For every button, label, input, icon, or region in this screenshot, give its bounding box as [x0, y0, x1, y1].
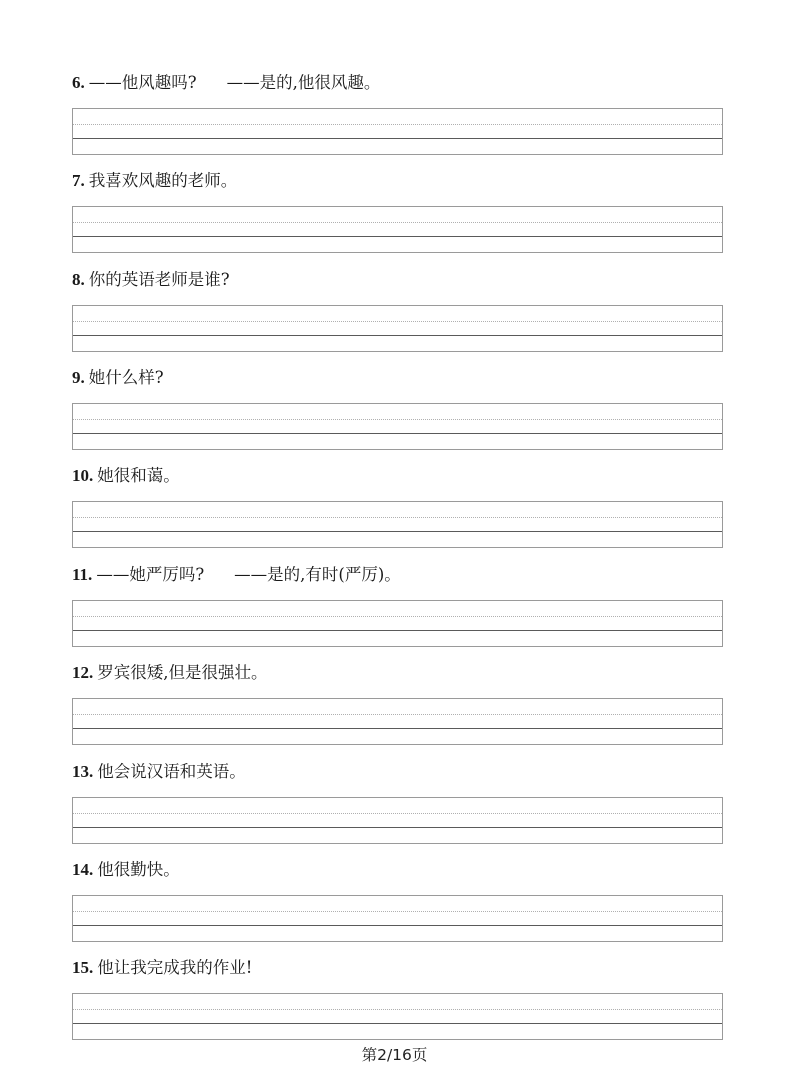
question-prompt [72, 463, 723, 489]
dotted-guide-line [73, 813, 722, 814]
question-text: ——她严厉吗? [96, 565, 205, 584]
question-14 [72, 857, 723, 883]
answer-writing-box[interactable] [72, 797, 723, 844]
question-number: 15. [72, 958, 94, 977]
question-6 [72, 70, 723, 96]
question-7 [72, 168, 723, 194]
question-number: 9. [72, 368, 85, 387]
baseline [73, 630, 722, 631]
dotted-guide-line [73, 419, 722, 420]
question-number: 8. [72, 270, 85, 289]
dotted-guide-line [73, 911, 722, 912]
question-number: 14. [72, 860, 94, 879]
question-number: 10. [72, 466, 94, 485]
question-10 [72, 463, 723, 489]
baseline [73, 236, 722, 237]
question-text-answer: ——是的,有时(严厉)。 [234, 565, 401, 584]
answer-writing-box[interactable] [72, 600, 723, 647]
question-13 [72, 759, 723, 785]
question-8 [72, 267, 723, 293]
question-number: 13. [72, 762, 94, 781]
baseline [73, 1023, 722, 1024]
question-text: 他很勤快。 [97, 860, 180, 879]
answer-writing-box[interactable] [72, 895, 723, 942]
answer-writing-box[interactable] [72, 501, 723, 548]
question-prompt [72, 365, 723, 391]
question-prompt [72, 660, 723, 686]
baseline [73, 531, 722, 532]
answer-writing-box[interactable] [72, 993, 723, 1040]
question-12 [72, 660, 723, 686]
question-15 [72, 955, 723, 981]
dotted-guide-line [73, 1009, 722, 1010]
question-prompt [72, 562, 723, 588]
question-prompt [72, 759, 723, 785]
answer-writing-box[interactable] [72, 206, 723, 253]
question-text: 她很和蔼。 [97, 466, 180, 485]
question-text: 你的英语老师是谁? [88, 270, 230, 289]
dotted-guide-line [73, 517, 722, 518]
dotted-guide-line [73, 124, 722, 125]
question-text: ——他风趣吗? [88, 73, 197, 92]
question-11 [72, 562, 723, 588]
answer-writing-box[interactable] [72, 403, 723, 450]
question-text: 我喜欢风趣的老师。 [88, 171, 238, 190]
question-9 [72, 365, 723, 391]
answer-writing-box[interactable] [72, 108, 723, 155]
question-text: 他会说汉语和英语。 [97, 762, 246, 781]
baseline [73, 138, 722, 139]
baseline [73, 728, 722, 729]
question-prompt [72, 267, 723, 293]
baseline [73, 335, 722, 336]
question-number: 11. [72, 565, 93, 584]
question-prompt [72, 955, 723, 981]
question-text-answer: ——是的,他很风趣。 [226, 73, 381, 92]
dotted-guide-line [73, 616, 722, 617]
question-prompt [72, 70, 723, 96]
page-number: 第2/16页 [361, 1046, 428, 1064]
question-prompt [72, 857, 723, 883]
baseline [73, 827, 722, 828]
question-text: 他让我完成我的作业! [97, 958, 253, 977]
baseline [73, 433, 722, 434]
question-text: 罗宾很矮,但是很强壮。 [97, 663, 268, 682]
answer-writing-box[interactable] [72, 305, 723, 352]
question-prompt [72, 168, 723, 194]
answer-writing-box[interactable] [72, 698, 723, 745]
question-number: 12. [72, 663, 94, 682]
question-text: 她什么样? [88, 368, 164, 387]
baseline [73, 925, 722, 926]
question-number: 7. [72, 171, 85, 190]
question-number: 6. [72, 73, 85, 92]
dotted-guide-line [73, 714, 722, 715]
dotted-guide-line [73, 321, 722, 322]
dotted-guide-line [73, 222, 722, 223]
